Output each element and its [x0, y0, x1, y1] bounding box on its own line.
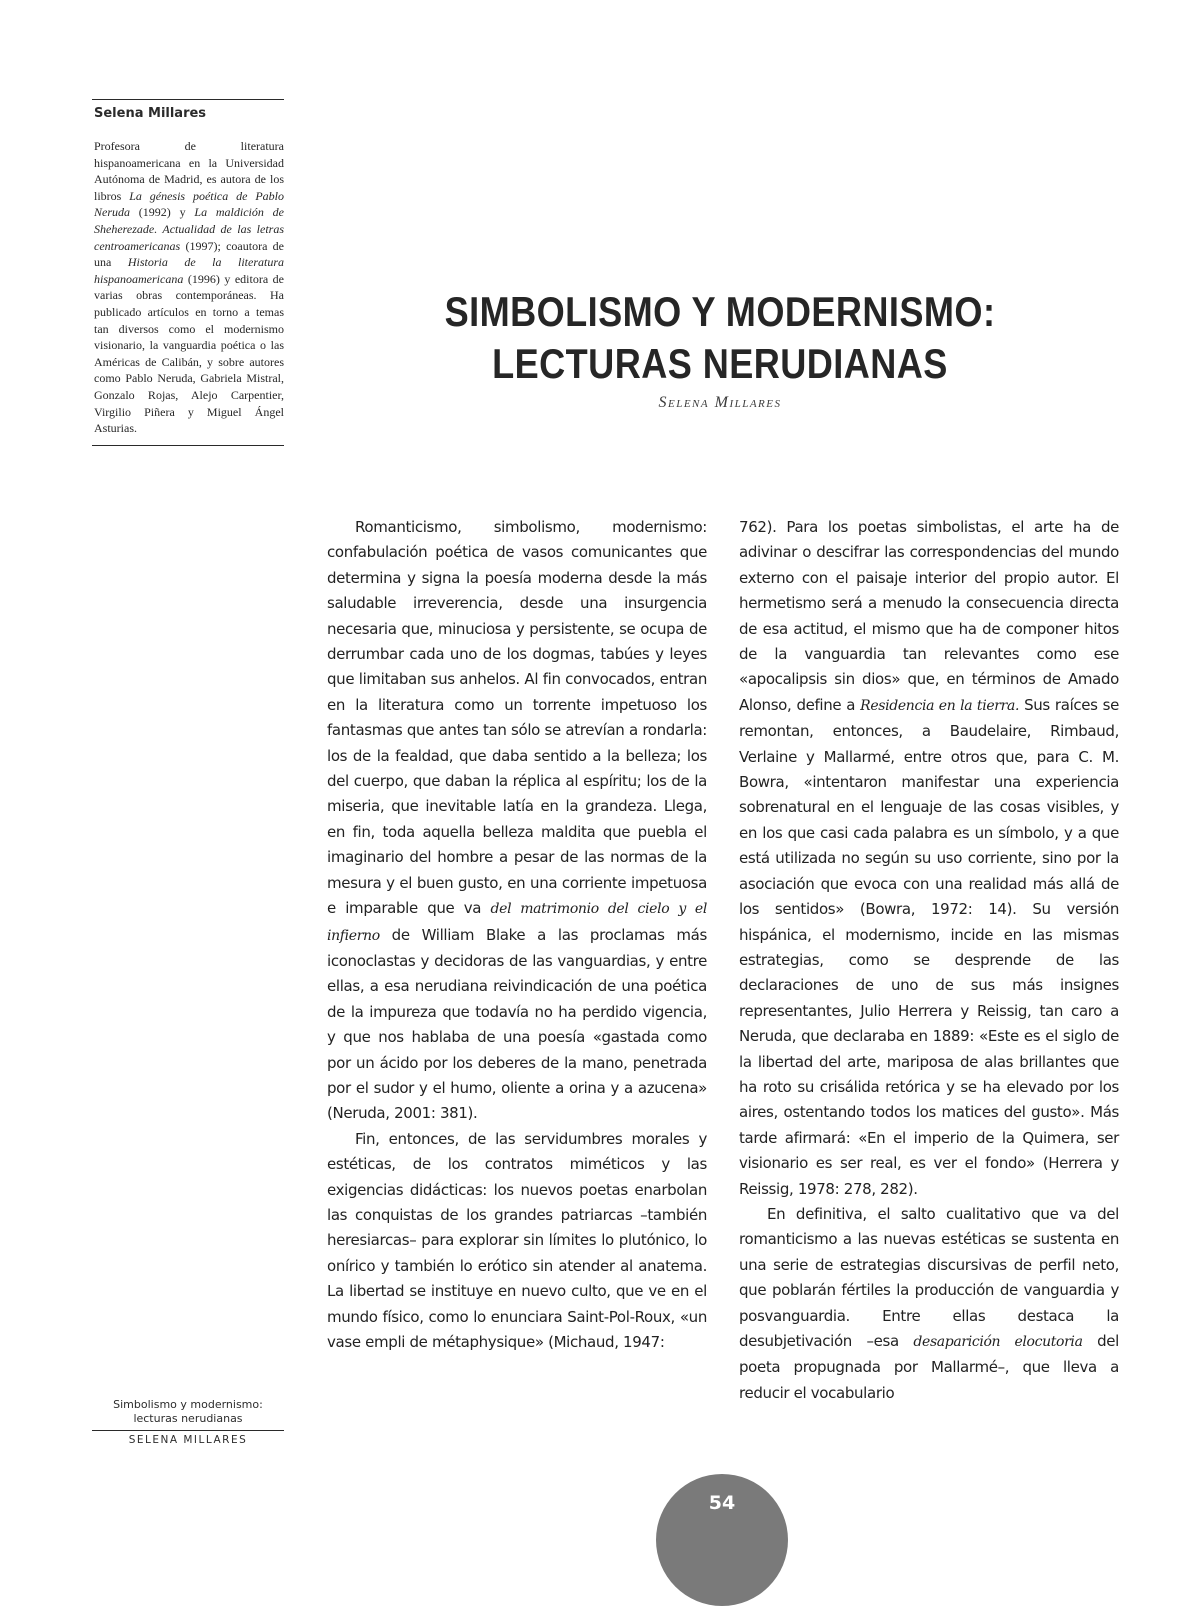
- body-text-segment: de William Blake a las proclamas más iconoclastas y decidoras de las vanguardias, y entre ellas, a esa nerudiana reivindicación de una poética de la impureza que todavía no ha perdido vigencia, y que nos hablaba de una poesía «gastada como por un ácido por los deberes de la mano, penetrada por el sudor y el humo, oliente a orina y a azucena» (Neruda, 2001: 381).: [327, 925, 707, 1123]
- running-title-line-1: Simbolismo y modernismo:: [113, 1398, 263, 1411]
- bio-bottom-rule: [92, 445, 284, 446]
- bio-book-title: Historia de la literatura hispanoamericana: [94, 255, 284, 286]
- body-italic-term: desaparición elocutoria: [913, 1334, 1083, 1350]
- body-text-segment: Romanticismo, simbolismo, modernismo: confabulación poética de vasos comunicantes que determina y signa la poesía moderna desde la más saludable irreverencia, desde una insurgencia necesaria que, minuciosa y persistente, se ocupa de derrumbar cada uno de los dogmas, tabúes y leyes que limitaban sus anhelos. Al fin convocados, entran en la literatura como un torrente impetuoso los fantasmas que antes tan sólo se atrevían a rondarla: los de la fealdad, que daba sentido a la belleza; los del cuerpo, que daban la réplica al espíritu; los de la miseria, que inevitable latía en la grandeza. Llega, en fin, toda aquella belleza maldita que puebla el imaginario del hombre a pesar de las normas de la mesura y el buen gusto, en una corriente impetuosa e imparable que va: [327, 518, 707, 918]
- body-paragraph: [739, 1202, 1119, 1406]
- body-column-right: [739, 515, 1119, 1406]
- article-title-line-2: LECTURAS NERUDIANAS: [492, 340, 948, 387]
- body-text-segment: En definitiva, el salto cualitativo que va del romanticismo a las nuevas estéticas se sustenta en una serie de estrategias discursivas de perfil neto, que poblarán fértiles la producción de vanguardia y posvanguardia. Entre ellas destaca la desubjetivación –esa: [739, 1204, 1119, 1350]
- body-text-segment: del poeta propugnada por Mallarmé–, que lleva a reducir el vocabulario: [739, 1332, 1119, 1402]
- body-paragraph: [739, 515, 1119, 1202]
- article-title-line-1: SIMBOLISMO Y MODERNISMO:: [444, 288, 996, 335]
- bio-text-segment: (1997); coautora de una: [94, 238, 284, 270]
- bio-text: [92, 130, 284, 443]
- author-bio-box: [92, 99, 284, 446]
- article-author: Selena Millares: [658, 394, 782, 411]
- bio-author-name: Selena Millares: [94, 106, 207, 121]
- running-title-line-2: lecturas nerudianas: [133, 1412, 243, 1425]
- page-number: 54: [708, 1492, 736, 1514]
- body-paragraph: Fin, entonces, de las servidumbres morales y estéticas, de los contratos miméticos y las exigencias didácticas: los nuevos poetas enarbolan las conquistas de los grandes patriarcas –también heresiarcas– para explorar sin límites lo plutónico, lo onírico y también lo erótico sin atender al anatema. La libertad se instituye en nuevo culto, que ve en el mundo físico, como lo enunciara Saint-Pol-Roux, «un vase empli de métaphysique» (Michaud, 1947:: [327, 1129, 707, 1351]
- running-title: [92, 1398, 284, 1430]
- article-header: [380, 286, 1060, 412]
- body-italic-title: del matrimonio del cielo y el infierno: [327, 901, 707, 944]
- body-paragraph: [327, 515, 707, 1127]
- body-column-left: [327, 515, 707, 1355]
- bio-text-segment: (1992) y: [130, 205, 195, 220]
- body-text-segment: Sus raíces se remontan, entonces, a Baudelaire, Rimbaud, Verlaine y Mallarmé, entre otros que, para C. M. Bowra, «intentaron manifestar una experiencia sobrenatural en el lenguaje de las cosas visibles, y en los que casi cada palabra es un símbolo, y a que está utilizada no según su uso corriente, sino por la asociación que evoca con una realidad más allá de los sentidos» (Bowra, 1972: 14). Su versión hispánica, el modernismo, incide en las mismas estrategias, como se desprende de las declaraciones de uno de sus más insignes representantes, Julio Herrera y Reissig, tan caro a Neruda, que declaraba en 1889: «Este es el siglo de la libertad del arte, mariposa de alas brillantes que ha roto su crisálida retórica y se ha elevado por los aires, ostentando todos los matices del gusto». Más tarde afirmará: «En el imperio de la Quimera, ser visionario es ser real, es ver el fondo» (Herrera y Reissig, 1978: 278, 282).: [739, 695, 1119, 1198]
- bio-text-segment: Profesora de literatura hispanoamericana en la Universidad Autónoma de Madrid, es autora de los libros: [94, 139, 284, 203]
- bio-text-segment: (1996) y editora de varias obras contemporáneas. Ha publicado artículos en torno a temas tan diversos como el modernismo visionario, la vanguardia poética o las Américas de Calibán, y sobre autores como Pablo Neruda, Gabriela Mistral, Gonzalo Rojas, Alejo Carpentier, Virgilio Piñera y Miguel Ángel Asturias.: [94, 271, 284, 436]
- running-author: SELENA MILLARES: [128, 1434, 248, 1446]
- body-text-segment: 762). Para los poetas simbolistas, el arte ha de adivinar o descifrar las correspondencias del mundo externo con el paisaje interior del propio autor. El hermetismo será a menudo la consecuencia directa de esa actitud, el mismo que ha de componer hitos de la vanguardia tan relevantes como ese «apocalipsis sin dios» que, en términos de Amado Alonso, define a: [739, 518, 1119, 714]
- running-footer: [92, 1398, 284, 1446]
- bio-book-title: La maldición de Sheherezade. Actualidad de las letras centroamericanas: [94, 205, 285, 253]
- body-italic-title: Residencia en la tierra.: [860, 697, 1020, 714]
- bio-book-title: La génesis poética de Pablo Neruda: [94, 188, 284, 220]
